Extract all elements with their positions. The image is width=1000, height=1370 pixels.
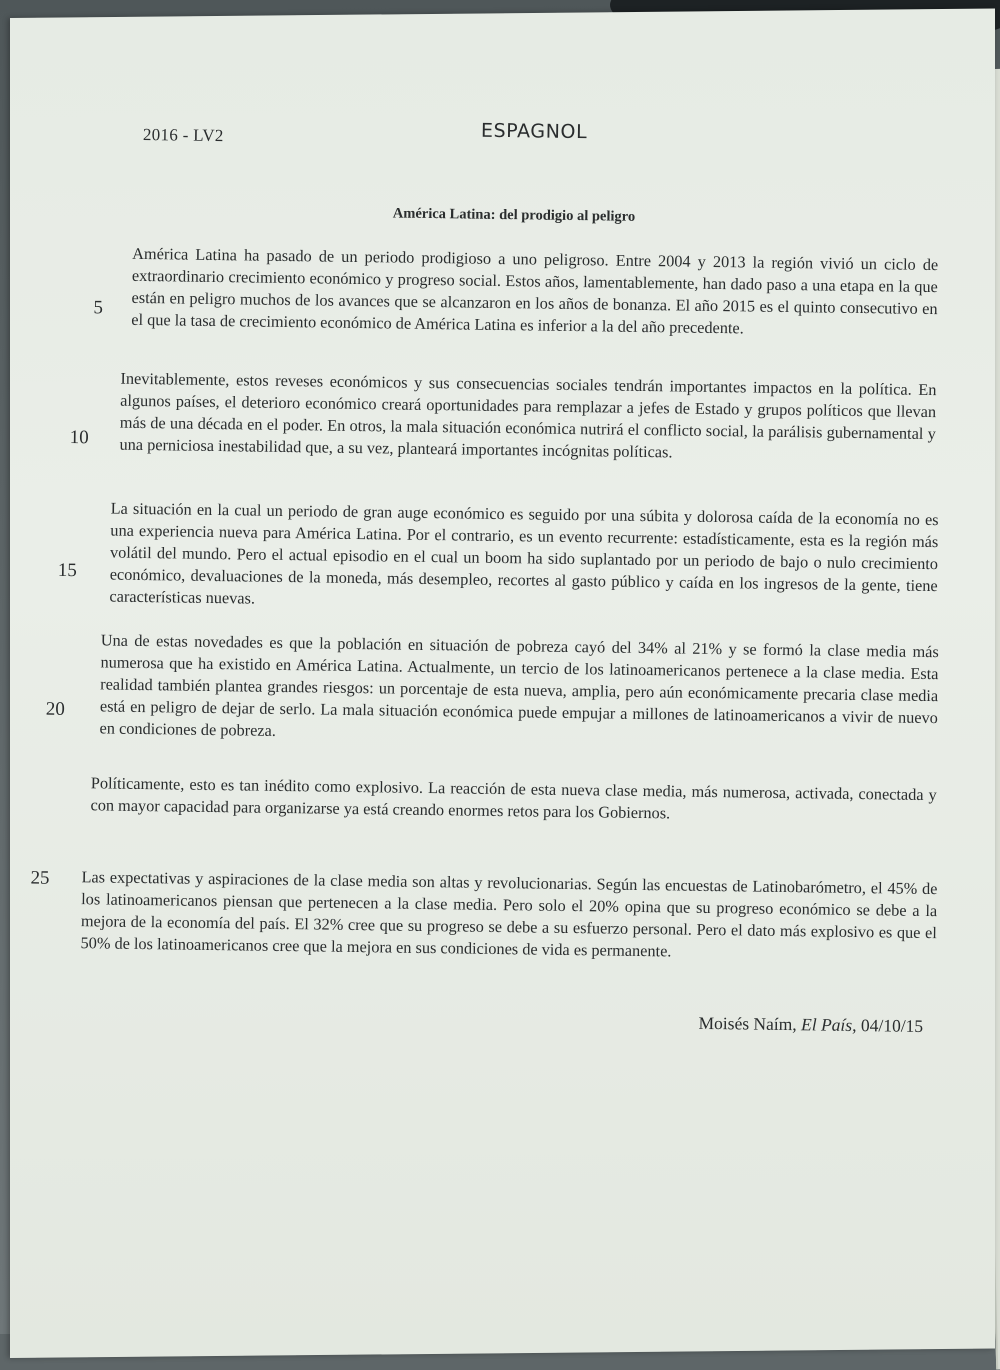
- paragraph-6: Las expectativas y aspiraciones de la clase media son altas y revolucionarias. Según las encuestas de Latinobarómetro, el 45% de los latinoamericanos piensan que pertenecen a la clase media. Pero solo el 20% opina que su progreso económico se debe a la mejora de la economía del país. El 32% cree que su progreso se debe a su esfuerzo personal. Pero el dato más explosivo es que el 50% de los latinoamericanos cree que la mejora en sus condiciones de vida es permanente.: [80, 867, 938, 961]
- source-newspaper: El País: [800, 1014, 853, 1035]
- paragraph-4: Una de estas novedades es que la población en situación de pobreza cayó del 34% al 21% y se formó la clase media más numerosa que ha existido en América Latina. Actualmente, un tercio de los latinoamericanos pertenece a la clase media. Esta realidad también plantea grandes riesgos: un porcentaje de esta nueva, amplia, pero aún económicamente precaria clase media está en peligro de dejar de serlo. La mala situación económica puede empujar a millones de latinoamericanos a vivir de nuevo en condiciones de pobreza.: [99, 630, 939, 741]
- paragraph-5: Políticamente, esto es tan inédito como explosivo. La reacción de esta nueva clase media, más numerosa, activada, conectada y con mayor capacidad para organizarse ya está creando enormes retos para los Gobiernos.: [90, 773, 937, 823]
- line-number-5: 5: [93, 297, 104, 319]
- source-author: Moisés Naím,: [698, 1012, 802, 1035]
- paragraph-1: América Latina ha pasado de un periodo prodigioso a uno peligroso. Entre 2004 y 2013 la región vivió un ciclo de extraordinario crecimiento económico y progreso social. Estos años, lamentablemente, han dado paso a una etapa en la que están en peligro muchos de los avances que se alcanzaron en los años de bonanza. El año 2015 es el quinto consecutivo en el que la tasa de crecimiento económico de América Latina es inferior a la del año precedente.: [131, 244, 939, 338]
- line-number-25: 25: [30, 867, 50, 889]
- article-source: [698, 1013, 923, 1037]
- subject-heading: ESPAGNOL: [480, 119, 588, 144]
- line-number-20: 20: [45, 698, 66, 720]
- line-number-15: 15: [57, 559, 77, 582]
- source-date: , 04/10/15: [852, 1014, 924, 1036]
- paragraph-3: La situación en la cual un periodo de gran auge económico es seguido por una súbita y dolorosa caída de la economía no es una experiencia nueva para América Latina. Por el contrario, es un evento recurrente: estadísticamente, esta es la región más volátil del mundo. Pero el actual episodio en el cual un boom ha sido suplantado por un periodo de bajo o nulo crecimiento económico, devaluaciones de la moneda, más desempleo, recortes al gasto público y caída en los ingresos de la gente, tiene características nuevas.: [109, 498, 939, 608]
- line-number-10: 10: [69, 426, 89, 449]
- exam-code: 2016 - LV2: [142, 124, 224, 146]
- article-title: América Latina: del prodigio al peligro: [392, 205, 636, 225]
- paragraph-2: Inevitablemente, estos reveses económicos y sus consecuencias sociales tendrán importantes impactos en la política. En algunos países, el deterioro económico creará oportunidades para remplazar a jefes de Estado y grupos políticos que llevan más de una década en el poder. En otros, la mala situación económica nutrirá el conflicto social, la parálisis gubernamental y una perniciosa inestabilidad que, a su vez, planteará importantes incógnitas políticas.: [119, 368, 937, 462]
